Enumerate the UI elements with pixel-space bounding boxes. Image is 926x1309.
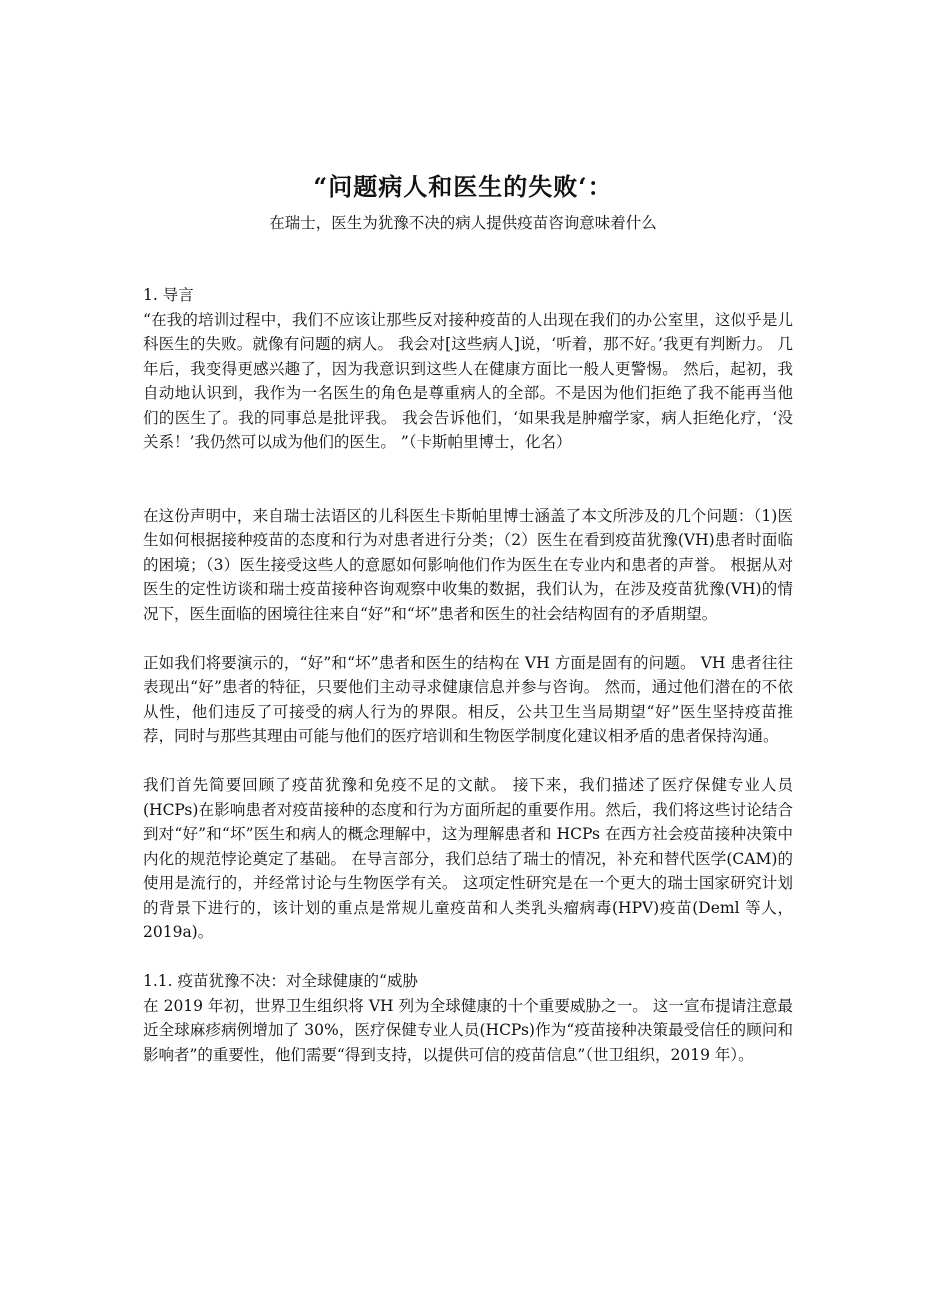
section-1-1-heading: 1.1. 疫苗犹豫不决：对全球健康的“威胁 — [143, 972, 418, 990]
spacer — [143, 455, 793, 504]
paragraph: 正如我们将要演示的，“好”和“坏”患者和医生的结构在 VH 方面是固有的问题。 VH 患者往往表现出“好”患者的特征，只要他们主动寻求健康信息并参与咨询。 然而，通过他们潜在的不依从性，他们违反了可接受的病人行为的界限。相反，公共卫生当局期望“好”医生坚持疫苗推荐，同时与那些其理由可能与他们的医疗培训和生物医学制度化建议相矛盾的患者保持沟通。 — [143, 653, 793, 745]
section-1-heading: 1. 导言 — [143, 286, 194, 304]
paragraph: 我们首先简要回顾了疫苗犹豫和免疫不足的文献。 接下来，我们描述了医疗保健专业人员(HCPs)在影响患者对疫苗接种的态度和行为方面所起的重要作用。然后，我们将这些讨论结合到对“好”和“坏”医生和病人的概念理解中，这为理解患者和 HCPs 在西方社会疫苗接种决策中内化的规范悖论奠定了基础。 在导言部分，我们总结了瑞士的情况，补充和替代医学(CAM)的使用是流行的，并经常讨论与生物医学有关。 这项定性研究是在一个更大的瑞士国家研究计划的背景下进行的，该计划的重点是常规儿童疫苗和人类乳头瘤病毒(HPV)疫苗(Deml 等人，2019a)。 — [143, 776, 793, 941]
document-subtitle: 在瑞士，医生为犹豫不决的病人提供疫苗咨询意味着什么 — [269, 214, 657, 232]
paragraph: 在 2019 年初，世界卫生组织将 VH 列为全球健康的十个重要威胁之一。 这一宣布提请注意最近全球麻疹病例增加了 30%，医疗保健专业人员(HCPs)作为“疫苗接种决策最受信任的顾问和影响者”的重要性，他们需要“得到支持，以提供可信的疫苗信息”（世卫组织，2019 年）。 — [143, 996, 793, 1064]
spacer — [143, 945, 793, 970]
spacer — [143, 749, 793, 774]
spacer — [143, 626, 793, 651]
paragraph: 在这份声明中，来自瑞士法语区的儿科医生卡斯帕里博士涵盖了本文所涉及的几个问题：（1)医生如何根据接种疫苗的态度和行为对患者进行分类；（2）医生在看到疫苗犹豫(VH)患者时面临的困境；（3）医生接受这些人的意愿如何影响他们作为医生在专业内和患者的声誉。 根据从对医生的定性访谈和瑞士疫苗接种咨询观察中收集的数据，我们认为，在涉及疫苗犹豫(VH)的情况下，医生面临的困境往往来自“好”和“坏”患者和医生的社会结构固有的矛盾期望。 — [143, 506, 793, 623]
document-title: “问题病人和医生的失败‘： — [313, 172, 613, 201]
opening-quote: “在我的培训过程中，我们不应该让那些反对接种疫苗的人出现在我们的办公室里，这似乎是儿科医生的失败。就像有问题的病人。 我会对[这些病人]说，‘听着，那不好。’我更有判断力。 几年后，我变得更感兴趣了，因为我意识到这些人在健康方面比一般人更警惕。 然后，起初，我自动地认识到，我作为一名医生的角色是尊重病人的全部。不是因为他们拒绝了我不能再当他们的医生了。我的同事总是批评我。 我会告诉他们，‘如果我是肿瘤学家，病人拒绝化疗，‘没关系！’我仍然可以成为他们的医生。 ”（卡斯帕里博士，化名） — [143, 310, 793, 451]
document-body — [143, 283, 793, 1067]
